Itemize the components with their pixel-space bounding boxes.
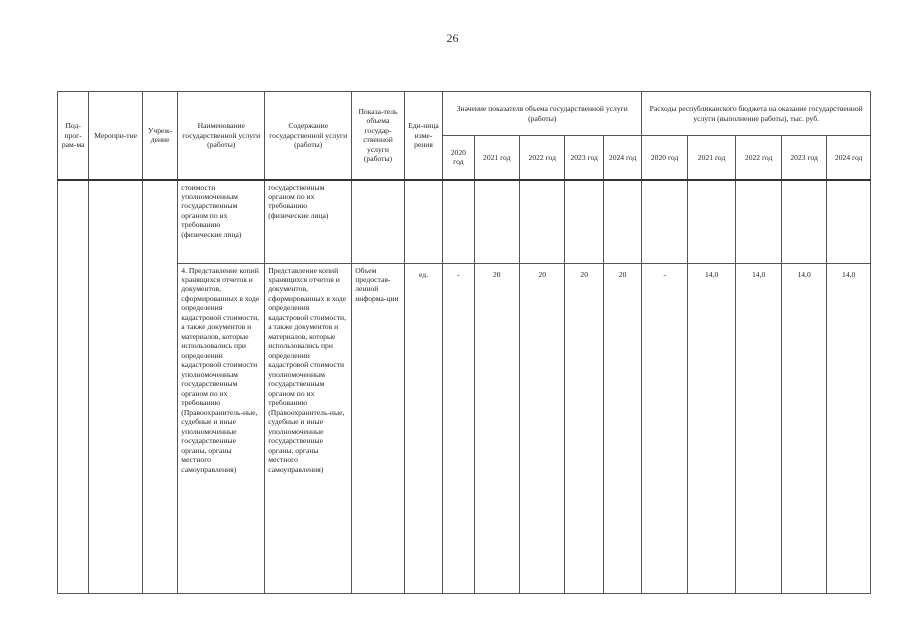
- cell-expense: 14,0: [827, 263, 871, 594]
- cell-volume: 20: [520, 263, 565, 594]
- header-expense-year: 2020 год: [642, 136, 687, 180]
- cell-volume: [474, 180, 519, 264]
- header-indicator: Показа-тель объема государ-ственной услуги (работы): [352, 92, 405, 180]
- header-service-name: Наименование государственной услуги (работы): [178, 92, 265, 180]
- cell-subprogram: [58, 180, 89, 594]
- cell-expense: 14,0: [736, 263, 781, 594]
- cell-service-name: стоимости уполномоченным государственным органом по их требованию (физические лица): [178, 180, 265, 264]
- header-volume-group: Значение показателя объема государственной услуги (работы): [443, 92, 642, 136]
- cell-unit: [404, 180, 442, 264]
- cell-volume: 20: [565, 263, 603, 594]
- cell-volume: 20: [474, 263, 519, 594]
- cell-service-content: государственным органом по их требованию (физические лица): [265, 180, 352, 264]
- header-expense-year: 2023 год: [781, 136, 826, 180]
- budget-table: [57, 91, 871, 594]
- cell-volume: [603, 180, 641, 264]
- cell-indicator: [352, 180, 405, 264]
- table-row: [58, 180, 871, 264]
- cell-expense: -: [642, 263, 687, 594]
- table-row: [58, 263, 871, 594]
- page-number: 26: [446, 31, 459, 45]
- cell-volume: -: [443, 263, 474, 594]
- cell-service-name: 4. Представление копий хранящихся отчетов и документов, сформированных в ходе определения кадастровой стоимости, а также документов и материалов, которые использовались при определении кадастровой стоимости уполномоченным государственным органом по их требованию (Правоохранитель-ные, судебные и иные уполномоченные государственные органы, органы местного самоуправления): [178, 263, 265, 594]
- header-measure: Меропри-тие: [89, 92, 143, 180]
- cell-expense: [827, 180, 871, 264]
- cell-indicator: Объем предостав-ленной информа-ции: [352, 263, 405, 594]
- cell-service-content: Представление копий хранящихся отчетов и документов, сформированных в ходе определения кадастровой стоимости, а также документов и материалов, которые использовались при определении кадастровой стоимости уполномоченным государственным органом по их требованию (Правоохранитель-ные, судебные и иные уполномоченные государственные органы, органы местного самоуправления): [265, 263, 352, 594]
- header-expense-year: 2024 год: [827, 136, 871, 180]
- header-expense-year: 2022 год: [736, 136, 781, 180]
- header-row-top: [58, 92, 871, 136]
- header-service-content: Содержание государственной услуги (работы): [265, 92, 352, 180]
- cell-volume: [443, 180, 474, 264]
- header-subprogram: Под-прог-рам-ма: [58, 92, 89, 180]
- header-institution: Учреж-дение: [142, 92, 177, 180]
- cell-expense: [642, 180, 687, 264]
- header-volume-year: 2022 год: [520, 136, 565, 180]
- cell-unit: ед.: [404, 263, 442, 594]
- header-unit: Еди-ница изме-рения: [404, 92, 442, 180]
- cell-expense: [781, 180, 826, 264]
- cell-expense: 14,0: [781, 263, 826, 594]
- header-volume-year: 2024 год: [603, 136, 641, 180]
- cell-expense: [687, 180, 736, 264]
- header-volume-year: 2020 год: [443, 136, 474, 180]
- header-expense-year: 2021 год: [687, 136, 736, 180]
- header-volume-year: 2023 год: [565, 136, 603, 180]
- cell-volume: [520, 180, 565, 264]
- header-volume-year: 2021 год: [474, 136, 519, 180]
- cell-expense: 14,0: [687, 263, 736, 594]
- cell-expense: [736, 180, 781, 264]
- header-expense-group: Расходы республиканского бюджета на оказание государственной услуги (выполнение работы), тыс. руб.: [642, 92, 871, 136]
- cell-volume: 20: [603, 263, 641, 594]
- cell-measure: [89, 180, 143, 594]
- cell-institution: [142, 180, 177, 594]
- cell-volume: [565, 180, 603, 264]
